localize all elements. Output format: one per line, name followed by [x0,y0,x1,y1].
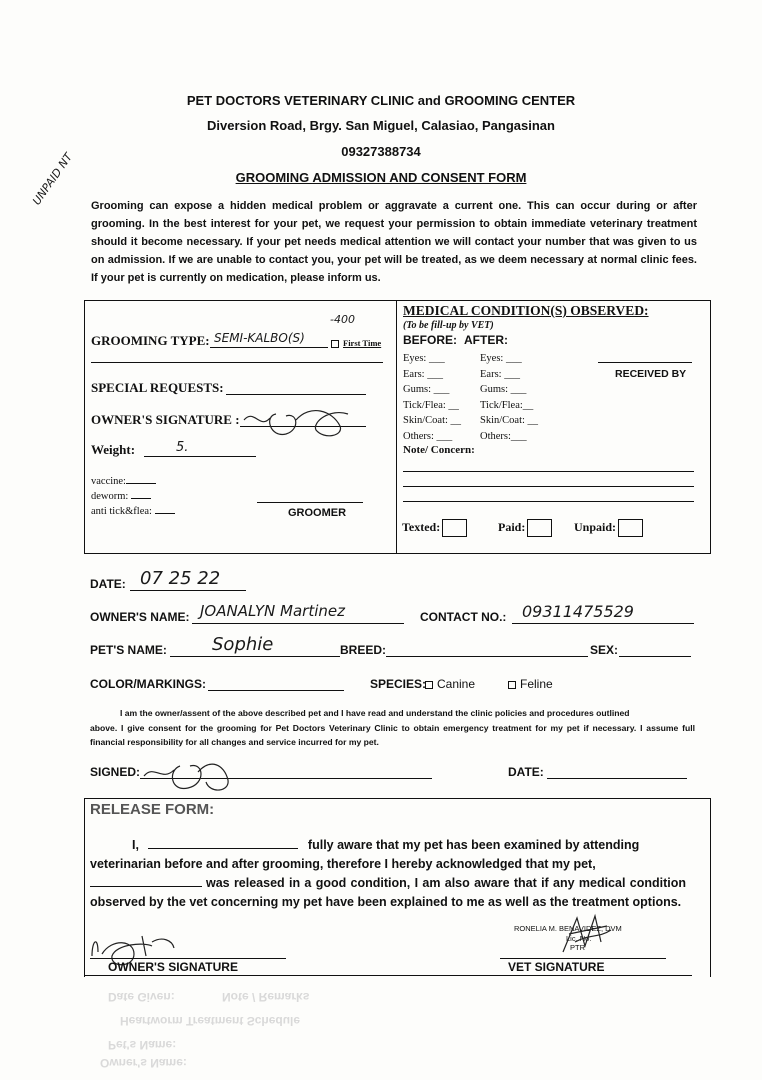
vet-signature-label: VET SIGNATURE [508,960,605,974]
before-tickflea[interactable]: Tick/Flea: __ [403,399,459,411]
after-label: AFTER: [464,333,508,347]
clinic-name: PET DOCTORS VETERINARY CLINIC and GROOMING CENTER [186,93,576,108]
after-eyes[interactable]: Eyes: ___ [480,353,522,364]
bleed-note-remarks: Note / Remarks [222,990,310,1004]
paid-field: Paid: [498,519,552,537]
release-line-1: I, fully aware that my pet has been examined by attending [132,838,640,852]
deworm-label: deworm: [91,491,151,502]
bleed-date-given: Date Given: [108,990,175,1004]
after-ears[interactable]: Ears: ___ [480,368,520,380]
release-line-3: was released in a good condition, I am also aware that if any medical condition observed by the vet concerning my pet have been explained to me as well as the treatment options. [90,876,686,909]
after-others[interactable]: Others:___ [480,430,527,442]
medical-condition-title: MEDICAL CONDITION(S) OBSERVED: [403,303,649,318]
weight-line[interactable] [144,456,256,457]
weight-value: 5. [176,440,189,455]
texted-checkbox[interactable] [442,519,467,537]
before-gums[interactable]: Gums: ___ [403,384,450,395]
groomer-label: GROOMER [288,507,347,519]
pet-name-value: Sophie [212,634,274,655]
price-note: -400 [330,313,355,326]
owner-release-signature-label: OWNER'S SIGNATURE [108,960,238,974]
before-ears[interactable]: Ears: ___ [403,368,443,380]
owner-release-signature-line[interactable] [90,958,286,959]
date-value: 07 25 22 [140,568,221,589]
grooming-extra-line [91,362,383,363]
grooming-type-value[interactable]: SEMI-KALBO(S) [214,331,305,345]
bleed-owner-name: Owner's Name: [100,1056,187,1070]
first-time-box[interactable] [331,340,339,348]
release-line-2: veterinarian before and after grooming, therefore I hereby acknowledged that my pet, [90,857,596,871]
margin-note: UNPAID NT [30,150,76,208]
before-eyes[interactable]: Eyes: ___ [403,353,445,364]
signed-date-label: DATE: [508,765,544,779]
consent-text-2: above. I give consent for the grooming for Pet Doctors Veterinary Clinic to obtain emergency treatment for my pet if necessary. I assume full financial responsibility for all changes and service incurred for my pet. [90,723,695,747]
species-canine[interactable]: Canine [425,677,475,691]
note-line-2[interactable] [403,486,694,487]
vet-signature-line[interactable] [500,958,666,959]
release-owner-name-line[interactable] [148,848,298,849]
bleed-heartworm: Heartworm Treatment Schedule [120,1014,301,1028]
pet-name-label: PET'S NAME: [90,643,167,657]
contact-label: CONTACT NO.: [420,610,507,624]
owner-name-line[interactable] [192,623,404,624]
release-form-title: RELEASE FORM: [90,801,215,818]
signed-date-line[interactable] [547,778,687,779]
pet-name-line[interactable] [170,656,340,657]
contact-value: 09311475529 [522,602,634,621]
note-line-1[interactable] [403,471,694,472]
intro-paragraph: Grooming can expose a hidden medical problem or aggravate a current one. This can occur during or after grooming. In the best interest for your pet, we request your permission to obtain immediate veterinary treatment should it become necessary. If your pet needs medical attention we will contact your number that was given to us on admission. If we are unable to contact you, your pet will be treated, as we deem necessary at normal clinic fees. If your pet is currently on medication, please inform us. [91,200,697,284]
vet-fill-note: (To be fill-up by VET) [403,320,494,331]
form-title: GROOMING ADMISSION AND CONSENT FORM [235,170,527,185]
release-pet-name-line[interactable] [90,886,202,887]
bleed-pet-name: Pet's Name: [108,1038,177,1052]
special-requests-line[interactable] [226,394,366,395]
canine-checkbox[interactable] [425,681,433,689]
date-label: DATE: [90,577,126,591]
anti-tick-label: anti tick&flea: [91,506,175,517]
signed-scribble [140,752,232,794]
vet-stamp-lic: Lic. No. [566,934,592,943]
groomer-line[interactable] [257,502,363,503]
after-skincoat[interactable]: Skin/Coat: __ [480,415,539,426]
received-by-label: RECEIVED BY [615,368,687,380]
color-markings-line[interactable] [208,690,344,691]
date-line[interactable] [130,590,246,591]
clinic-phone: 09327388734 [341,144,421,159]
before-others[interactable]: Others: ___ [403,430,453,442]
breed-label: BREED: [340,643,387,657]
box-divider [396,300,397,553]
contact-line[interactable] [512,623,694,624]
release-bottom-line [84,975,692,976]
received-by-line[interactable] [598,362,692,363]
special-requests-label: SPECIAL REQUESTS: [91,380,224,395]
before-items [403,351,461,444]
owner-signature-scribble [240,400,352,440]
signed-label: SIGNED: [90,765,141,779]
feline-checkbox[interactable] [508,681,516,689]
grooming-type-label: GROOMING TYPE: [91,333,210,348]
after-tickflea[interactable]: Tick/Flea:__ [480,399,534,411]
owner-signature-label: OWNER'S SIGNATURE : [91,412,240,427]
note-concern-label: Note/ Concern: [403,444,475,456]
first-time-checkbox[interactable]: First Time [331,338,381,348]
weight-label: Weight: [91,442,136,457]
paid-checkbox[interactable] [527,519,552,537]
color-markings-label: COLOR/MARKINGS: [90,677,206,691]
texted-field: Texted: [402,519,467,537]
before-skincoat[interactable]: Skin/Coat: __ [403,415,462,426]
owner-name-label: OWNER'S NAME: [90,610,190,624]
clinic-address: Diversion Road, Brgy. San Miguel, Calasiao, Pangasinan [207,118,555,133]
consent-text-1: I am the owner/assent of the above described pet and I have read and understand the clinic policies and procedures outlined [120,708,630,718]
unpaid-field: Unpaid: [574,519,643,537]
unpaid-checkbox[interactable] [618,519,643,537]
sex-label: SEX: [590,643,619,657]
species-feline[interactable]: Feline [508,677,553,691]
vaccine-label: vaccine: [91,476,156,487]
owner-name-value: JOANALYN Martinez [200,602,346,620]
before-label: BEFORE: [403,333,457,347]
sex-line[interactable] [619,656,691,657]
note-line-3[interactable] [403,501,694,502]
vet-signature-scribble [555,912,615,958]
breed-line[interactable] [386,656,588,657]
species-label: SPECIES: [370,677,427,691]
vet-stamp-name: RONELIA M. BENAVIDEZ, DVM [514,924,622,933]
vet-stamp-ptr: PTR [570,943,585,952]
grooming-type-line [210,347,328,348]
after-gums[interactable]: Gums: ___ [480,384,527,395]
after-items [480,351,538,444]
